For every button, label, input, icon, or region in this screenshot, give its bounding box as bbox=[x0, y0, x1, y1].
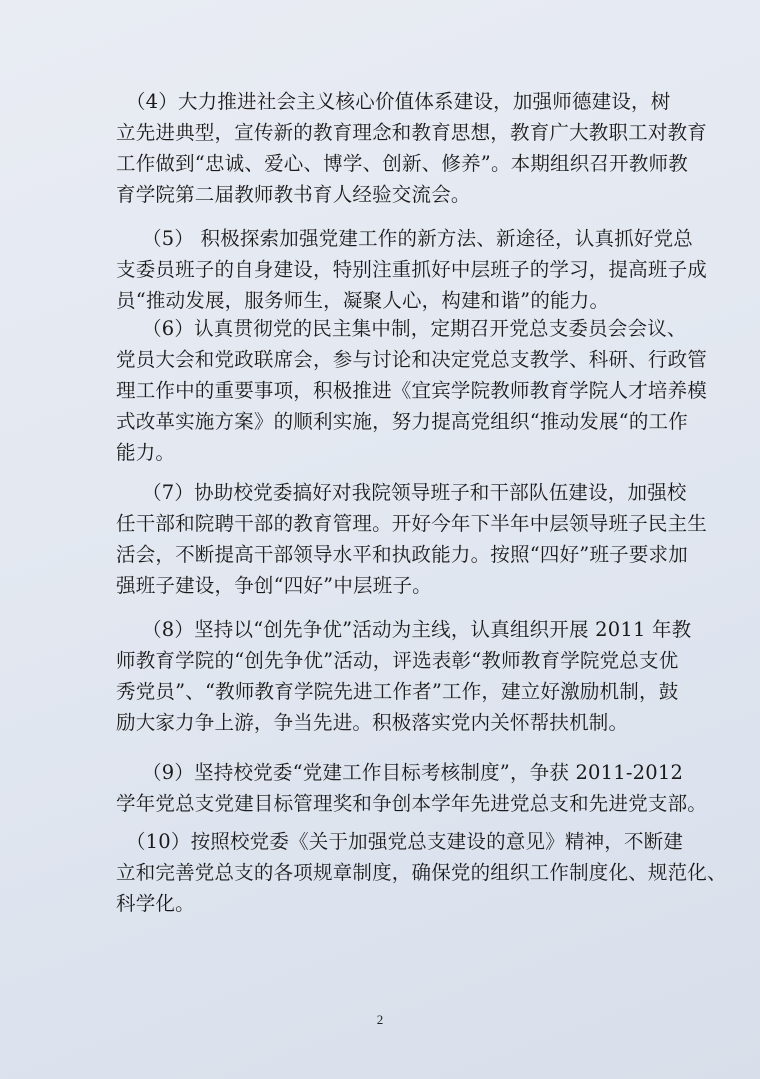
text-line: （6）认真贯彻党的民主集中制，定期召开党总支委员会会议、 bbox=[116, 317, 687, 340]
paragraph-8 bbox=[116, 614, 692, 738]
text-line: 理工作中的重要事项，积极推进《宜宾学院教师教育学院人才培养模 bbox=[116, 379, 708, 402]
text-line: 党员大会和党政联席会，参与讨论和决定党总支教学、科研、行政管 bbox=[116, 348, 708, 371]
text-line: 强班子建设，争创“四好”中层班子。 bbox=[116, 574, 432, 597]
text-line: 立先进典型，宣传新的教育理念和教育思想，教育广大教职工对教育 bbox=[116, 121, 708, 144]
text-line: 秀党员”、“教师教育学院先进工作者”工作，建立好激励机制，鼓 bbox=[116, 680, 679, 703]
paragraph-10 bbox=[116, 826, 727, 919]
text-line: （8）坚持以“创先争优”活动为主线，认真组织开展 2011 年教 bbox=[116, 618, 692, 641]
text-line: （10）按照校党委《关于加强党总支建设的意见》精神，不断建 bbox=[116, 830, 684, 853]
paragraph-6 bbox=[116, 313, 708, 468]
text-line: 科学化。 bbox=[116, 892, 195, 915]
paragraph-7 bbox=[116, 477, 708, 601]
paragraph-9 bbox=[116, 757, 708, 819]
text-line: 学年党总支党建目标管理奖和争创本学年先进党总支和先进党支部。 bbox=[116, 792, 708, 815]
text-line: 员“推动发展，服务师生，凝聚人心，构建和谐”的能力。 bbox=[116, 289, 610, 312]
text-line: 师教育学院的“创先争优”活动，评选表彰“教师教育学院党总支优 bbox=[116, 649, 679, 672]
text-line: 支委员班子的自身建设，特别注重抓好中层班子的学习，提高班子成 bbox=[116, 258, 708, 281]
text-line: （9）坚持校党委“党建工作目标考核制度”，争获 2011-2012 bbox=[116, 761, 684, 784]
text-line: （7）协助校党委搞好对我院领导班子和干部队伍建设，加强校 bbox=[116, 481, 687, 504]
text-line: 育学院第二届教师教书育人经验交流会。 bbox=[116, 183, 471, 206]
text-line: 励大家力争上游，争当先进。积极落实党内关怀帮扶机制。 bbox=[116, 711, 629, 734]
text-line: （5） 积极探索加强党建工作的新方法、新途径，认真抓好党总 bbox=[116, 227, 694, 250]
text-line: 能力。 bbox=[116, 441, 176, 464]
paragraph-4 bbox=[116, 86, 708, 210]
text-line: 工作做到“忠诚、爱心、博学、创新、修养”。本期组织召开教师教 bbox=[116, 152, 688, 175]
page-number: 2 bbox=[376, 1012, 384, 1027]
text-line: 活会，不断提高干部领导水平和执政能力。按照“四好”班子要求加 bbox=[116, 543, 688, 566]
text-line: 任干部和院聘干部的教育管理。开好今年下半年中层领导班子民主生 bbox=[116, 512, 708, 535]
paragraph-5 bbox=[116, 223, 708, 316]
text-line: 立和完善党总支的各项规章制度，确保党的组织工作制度化、规范化、 bbox=[116, 861, 727, 884]
text-line: （4）大力推进社会主义核心价值体系建设，加强师德建设，树 bbox=[116, 90, 671, 113]
text-line: 式改革实施方案》的顺利实施，努力提高党组织“推动发展“的工作 bbox=[116, 410, 688, 433]
